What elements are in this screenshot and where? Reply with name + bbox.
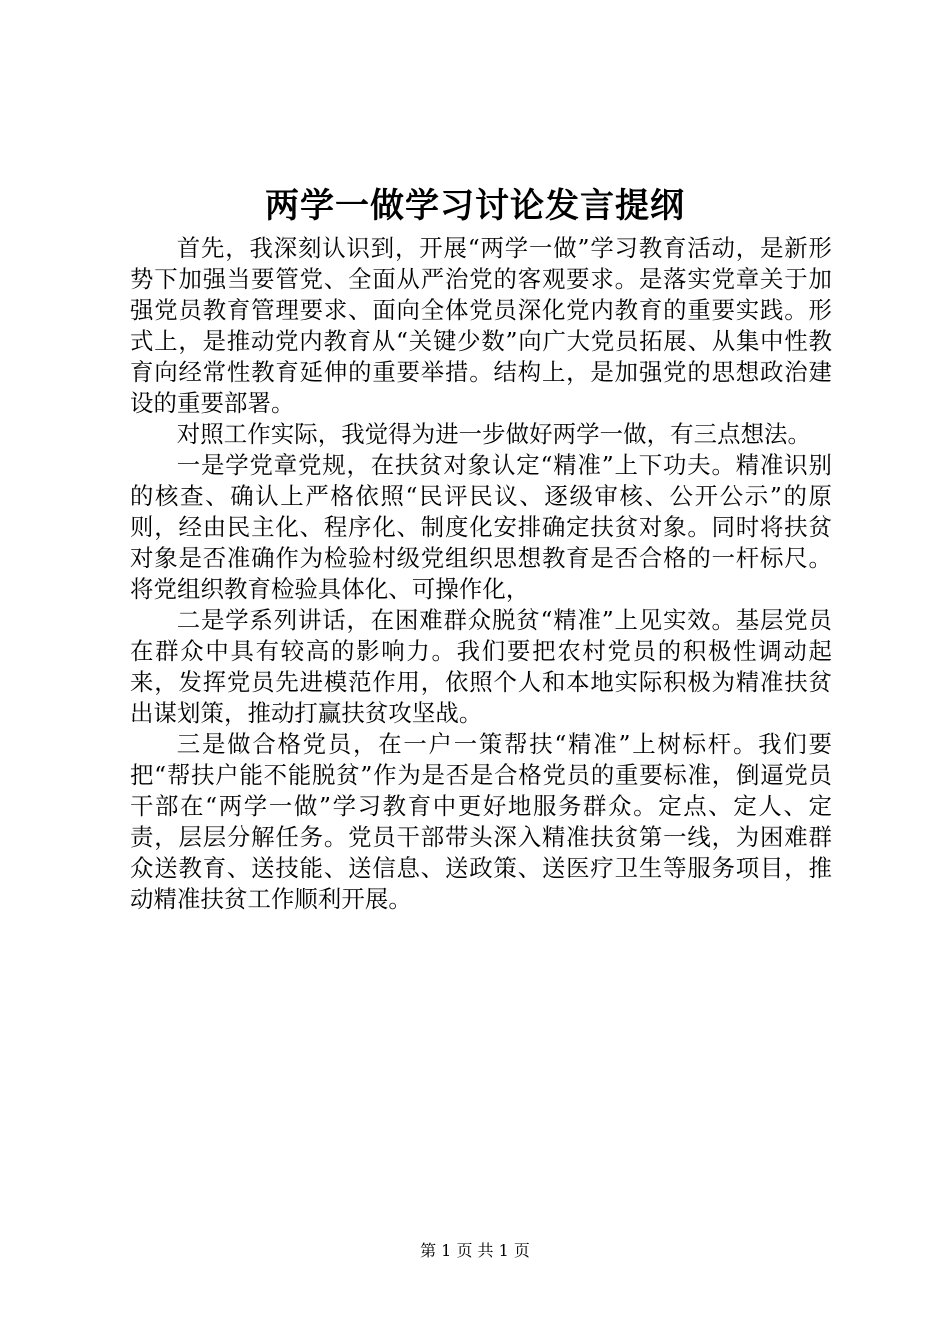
page-footer: 第 1 页 共 1 页 [420, 1241, 530, 1260]
paragraph-5: 三是做合格党员，在一户一策帮扶“精准”上树标杆。我们要把“帮扶户能不能脱贫”作为是否是合格党员的重要标准，倒逼党员干部在“两学一做”学习教育中更好地服务群众。定点、定人、定责，层层分解任务。党员干部带头深入精准扶贫第一线，为困难群众送教育、送技能、送信息、送政策、送医疗卫生等服务项目，推动精准扶贫工作顺利开展。 [130, 730, 832, 913]
paragraph-4: 二是学系列讲话，在困难群众脱贫“精准”上见实效。基层党员在群众中具有较高的影响力。我们要把农村党员的积极性调动起来，发挥党员先进模范作用，依照个人和本地实际积极为精准扶贫出谋划策，推动打赢扶贫攻坚战。 [130, 606, 832, 727]
paragraph-1: 首先，我深刻认识到，开展“两学一做”学习教育活动，是新形势下加强当要管党、全面从严治党的客观要求。是落实党章关于加强党员教育管理要求、面向全体党员深化党内教育的重要实践。形式上，是推动党内教育从“关键少数”向广大党员拓展、从集中性教育向经常性教育延伸的重要举措。结构上，是加强党的思想政治建设的重要部署。 [130, 234, 832, 417]
document-title: 两学一做学习讨论发言提纲 [265, 186, 685, 226]
paragraph-2: 对照工作实际，我觉得为进一步做好两学一做，有三点想法。 [176, 420, 812, 448]
document-body [130, 233, 832, 915]
paragraph-3: 一是学党章党规，在扶贫对象认定“精准”上下功夫。精准识别的核查、确认上严格依照“民评民议、逐级审核、公开公示”的原则，经由民主化、程序化、制度化安排确定扶贫对象。同时将扶贫对象是否准确作为检验村级党组织思想教育是否合格的一杆标尺。将党组织教育检验具体化、可操作化， [130, 451, 832, 603]
